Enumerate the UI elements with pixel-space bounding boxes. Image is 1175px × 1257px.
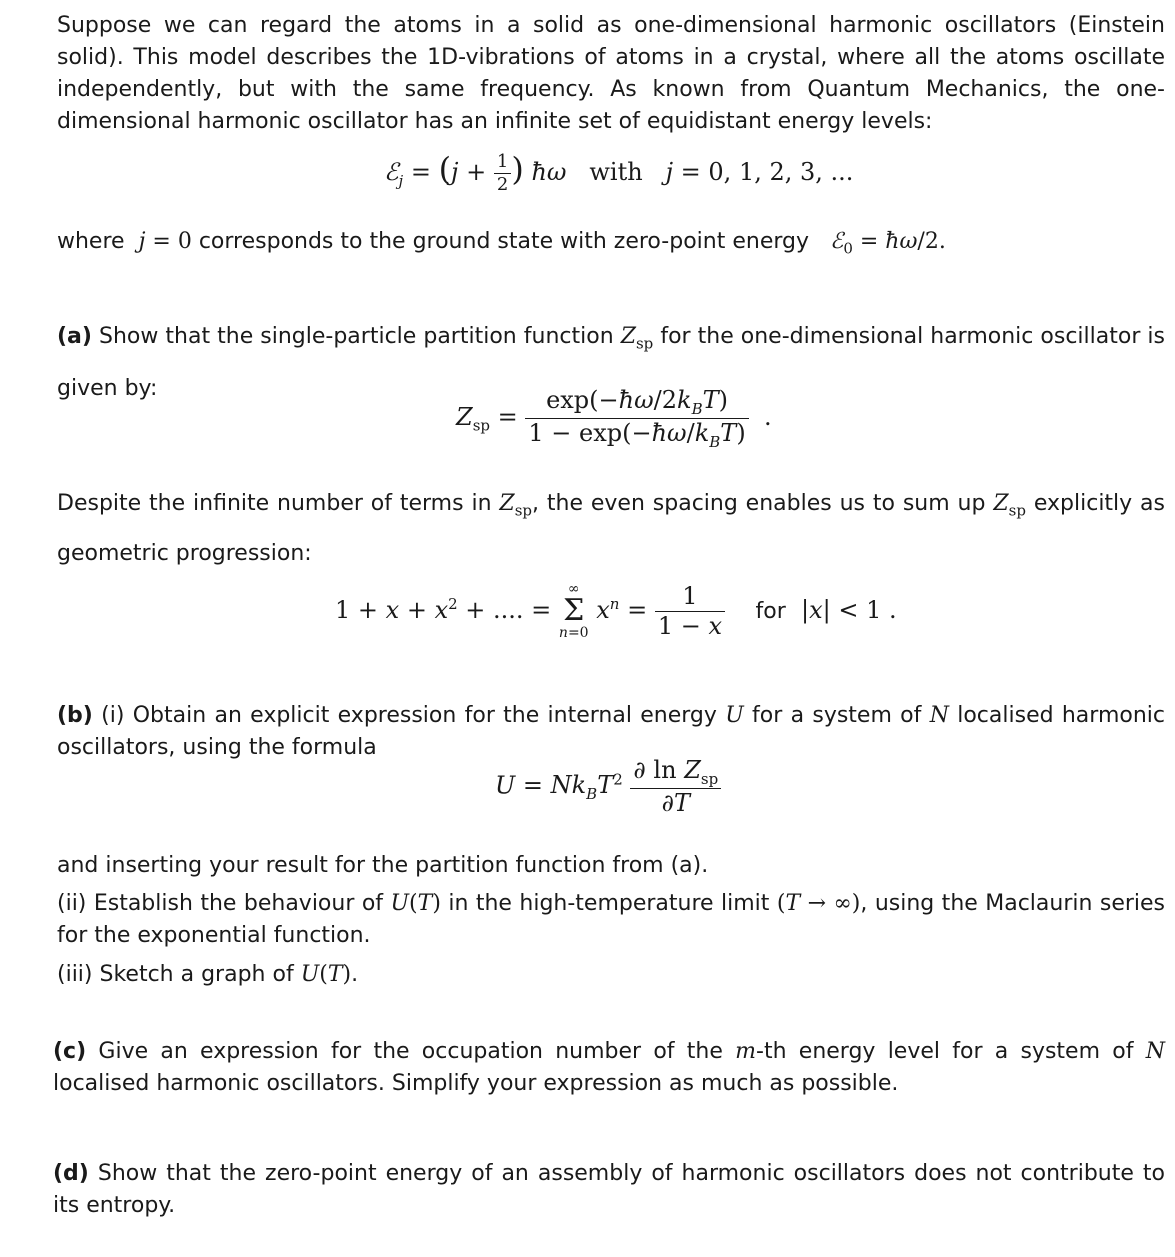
part-c-text: (c) Give an expression for the occupation number of the m-th energy level for a system of N localised harmonic oscillators. Simplify your expression as much as possible. (53, 1039, 1165, 1096)
ground-state-line: where j = 0 corresponds to the ground state with zero-point energy ℰ$_0$ = ħω/2. (57, 229, 946, 258)
energy-levels-equation: ℰ$_j$ = (j + $\frac{1}{2}$ ) ħω with j = 0, 1, 2, 3, ... (384, 150, 854, 195)
with-word: with (589, 158, 643, 186)
for-word: for (755, 598, 786, 624)
part-b-text: (b) (i) Obtain an explicit expression for the internal energy U for a system of N localised harmonic oscillators, using the formula (57, 703, 1165, 760)
part-d-label: (d) (53, 1161, 89, 1186)
geometric-text: Despite the infinite number of terms in $Z_{sp}$, the even spacing enables us to sum up $Z_{sp}$ explicitly as geometric progression: (57, 491, 1166, 567)
part-b-label: (b) (57, 703, 93, 728)
part-c-label: (c) (53, 1039, 87, 1064)
part-d-text: (d) Show that the zero-point energy of an assembly of harmonic oscillators does not contribute to its entropy. (53, 1161, 1165, 1218)
part-a-text: (a) Show that the single-particle partition function $Z_{sp}$ for the one-dimensional harmonic oscillator is given by: (57, 324, 1165, 402)
part-b-ii-text: (ii) Establish the behaviour of U(T) in the high-temperature limit (T → ∞), using the Maclaurin series for the exponential function. (57, 891, 1166, 948)
intro-paragraph: Suppose we can regard the atoms in a solid as one-dimensional harmonic oscillators (Einstein solid). This model describes the 1D-vibrations of atoms in a crystal, where all the atoms oscillate independently, but with the same frequency. As known from Quantum Mechanics, the one-dimensional harmonic oscillator has an infinite set of equidistant energy levels: (57, 13, 1165, 134)
partition-function-equation: $Z_{sp}$ = $\frac{\exp(-ħ\omega/2k_BT)}{1 - \exp(-ħ\omega/k_BT)}$ . (456, 386, 772, 451)
part-b-and-line: and inserting your result for the partition function from (a). (57, 853, 709, 878)
geometric-series-equation: $1 + x + x^2$ + .... = ∞ Σ n=0 $x^n$ = $\frac{1}{1 - x}$ for |x| < 1 . (335, 581, 897, 642)
part-a-label: (a) (57, 324, 92, 349)
part-b-iii-text: (iii) Sketch a graph of U(T). (57, 962, 359, 987)
internal-energy-equation: $U = Nk_BT^2$ $\frac{\partial \ln Z_{sp}}{\partial T}$ (495, 756, 721, 818)
